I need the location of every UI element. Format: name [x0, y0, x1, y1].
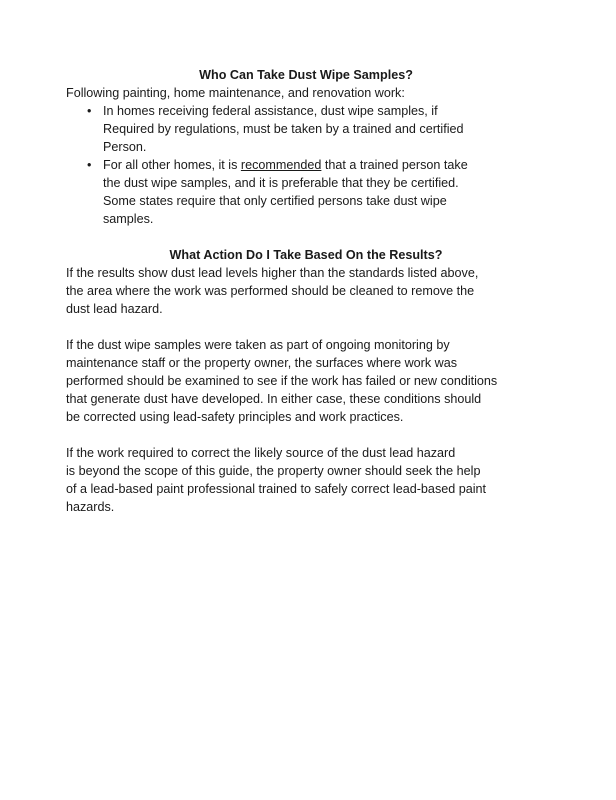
bullet-line: the dust wipe samples, and it is preferable that they be certified.	[103, 176, 459, 190]
bullet-item-federal	[66, 102, 536, 156]
spacer	[66, 426, 536, 444]
bullet-line: Required by regulations, must be taken by a trained and certified	[103, 122, 464, 136]
document-page	[66, 66, 536, 516]
paragraph-line: is beyond the scope of this guide, the property owner should seek the help	[66, 464, 481, 478]
intro-text: Following painting, home maintenance, and renovation work:	[66, 86, 405, 100]
paragraph-line: dust lead hazard.	[66, 302, 163, 316]
paragraph-professional-help	[66, 444, 536, 516]
paragraph-line: If the results show dust lead levels higher than the standards listed above,	[66, 266, 479, 280]
bullet-line	[103, 156, 536, 174]
paragraph-line: be corrected using lead-safety principles and work practices.	[66, 410, 404, 424]
paragraph-line: hazards.	[66, 500, 115, 514]
paragraph-line: performed should be examined to see if the work has failed or new conditions	[66, 374, 498, 388]
paragraph-line: If the work required to correct the likely source of the dust lead hazard	[66, 446, 456, 460]
paragraph-line: of a lead-based paint professional trained to safely correct lead-based paint	[66, 482, 487, 496]
section-heading-action-results: What Action Do I Take Based On the Results?	[169, 248, 443, 262]
bullet-line: In homes receiving federal assistance, dust wipe samples, if	[103, 104, 438, 118]
spacer	[66, 228, 536, 246]
bullet-icon: •	[87, 104, 92, 118]
paragraph-line: maintenance staff or the property owner, the surfaces where work was	[66, 356, 458, 370]
bullet-item-other-homes	[66, 156, 536, 228]
paragraph-line: that generate dust have developed. In either case, these conditions should	[66, 392, 482, 406]
bullet-icon: •	[87, 158, 92, 172]
paragraph-line: the area where the work was performed should be cleaned to remove the	[66, 284, 475, 298]
bullet-line: samples.	[103, 212, 154, 226]
section-heading-who-can-sample: Who Can Take Dust Wipe Samples?	[199, 68, 413, 82]
underlined-recommended: recommended	[240, 158, 322, 172]
bullet-line-end: that a trained person take	[321, 158, 468, 172]
spacer	[66, 318, 536, 336]
bullet-list	[66, 102, 536, 228]
paragraph-monitoring	[66, 336, 536, 426]
bullet-line: Some states require that only certified persons take dust wipe	[103, 194, 447, 208]
bullet-line-start: For all other homes, it is	[103, 158, 241, 172]
paragraph-cleaning	[66, 264, 536, 318]
paragraph-line: If the dust wipe samples were taken as part of ongoing monitoring by	[66, 338, 450, 352]
bullet-line: Person.	[103, 140, 147, 154]
